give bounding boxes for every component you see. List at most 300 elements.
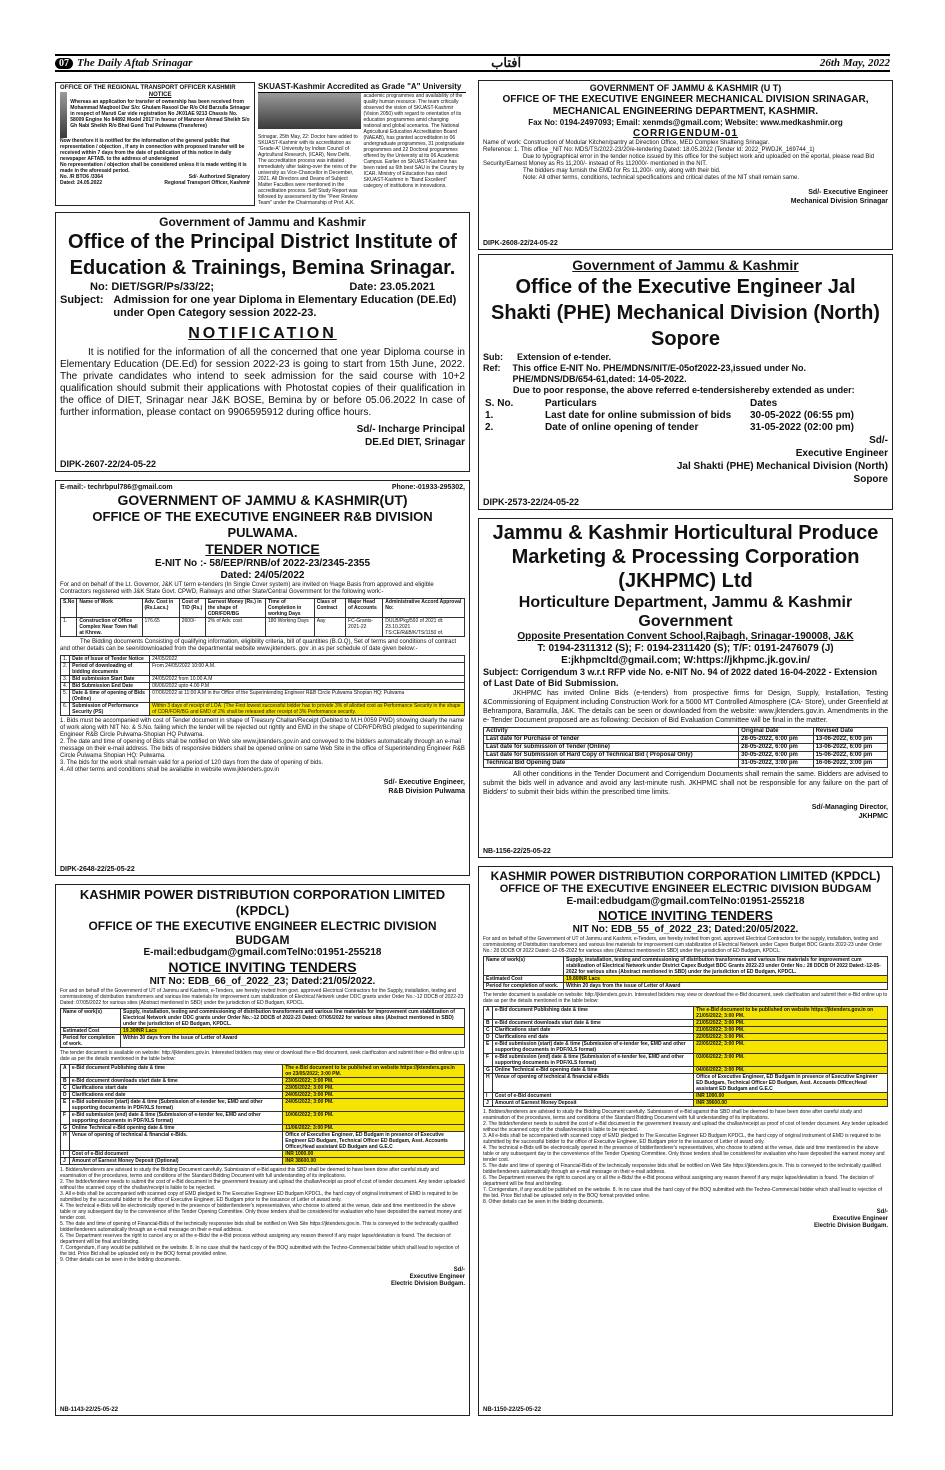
phe-row1-date: 30-05-2022 (06:55 pm) [750, 410, 854, 421]
table-row [61, 1009, 465, 1028]
k1-h-key: H [61, 1132, 70, 1151]
phe-govt: Government of Jammu & Kashmir [572, 257, 799, 273]
rb-s6-label: Submission of Performance Security (PS) [70, 703, 150, 716]
jkhpmc-th-original: Original Date [739, 728, 813, 736]
k1-intro: For and on behalf of the Government of UT of Jammu and Kashmir, e-Tenders, are hereby invited from govt. approved Electrical Contractors for the Supply, installation, testing and commissioning of distribution transformers and various line materials for improvement cum stabilization of Electrical Network under DDC grants under Order No.:-12 DDCB of 2022-23 Dated: 07/05/2022 for various sites (Abstract mentioned in SBD) under the jurisdiction of ED Budgam, KPDCL. [60, 988, 464, 1006]
k2-e-value: 22/05/2022; 3:00 PM. [694, 1041, 888, 1054]
phe-intro: Due to poor response, the above referred e-tendersishereby extended as under: [513, 385, 855, 395]
table-row [61, 1099, 465, 1112]
k2-b-value: 21/05/2022; 3:00 PM. [694, 1020, 888, 1027]
diet-notification-heading: NOTIFICATION [188, 325, 337, 342]
table-row [483, 410, 888, 422]
phe-ref: This office E-NIT No. PHE/MDNS/NIT/E-05of2022-23,issued under No. PHE/MDNS/DB/654-61,dated: 14-05-2022. [512, 363, 807, 384]
table-row [483, 422, 888, 434]
rb-s5-label: Date & time of opening of Bids (Online) [70, 690, 150, 703]
k2-e-label: e-Bid submission (start) date & time (Submission of e-tender fee, EMD and other supporting documents in PDF/XLS format) [492, 1041, 693, 1054]
table-row [484, 1100, 888, 1107]
diet-office: Office of the Principal District Institute of Education & Trainings, Bemina Srinagar. [68, 231, 457, 279]
table-row [484, 1034, 888, 1041]
applicant-photo [60, 92, 67, 138]
rb-s4-no: 4. [61, 683, 70, 690]
phe-col-sno: S. No. [485, 398, 514, 409]
skuast-news [258, 82, 466, 206]
jkhpmc-dept: Horticulture Department, Jammu & Kashmir Government [518, 594, 853, 630]
rto-dated: Dated: 24.05.2022 [60, 180, 102, 186]
table-row [61, 1151, 465, 1158]
page-number: 07 [55, 58, 73, 69]
k2-b-label: e-Bid document downloads start date & time [492, 1020, 693, 1027]
table-row [61, 1125, 465, 1132]
mech-corrigendum [478, 80, 893, 250]
k2-f-key: F [484, 1054, 493, 1067]
rto-notice-heading: NOTICE [148, 92, 172, 98]
k2-h-value: Office of Executive Engineer, ED Budgam in presence of Executive Engineer ED Budgam, Technical Officer ED Budgam, Asst. Accounts Officer,Head assistant ED Budgam and G.E.C [694, 1074, 888, 1093]
rb-s1-no: 1. [61, 656, 70, 663]
table-row [61, 618, 465, 637]
rb-enit: E-NIT No :- 58/EEP/RNB/of 2022-23/2345-2355 [154, 558, 371, 569]
k2-office: OFFICE OF THE EXECUTIVE ENGINEER ELECTRIC DIVISION BUDGAM [499, 883, 872, 895]
rb-s6-value: Within 3 days of receipt of LOA. (The First lowest successful bidder has to provide 3% of allotted cost as Performance Security in the shape of CDR/FDR/BG and EMD of 2% shall be released after receipt of 3% Performance security. [150, 703, 465, 716]
jkhpmc-r3-original: 30-05-2022, 6:00 pm [739, 752, 813, 760]
rb-th-sno: S.No [61, 599, 77, 618]
rb-th-work: Name of Work [77, 599, 142, 618]
k2-g-value: 04/06/2022; 3:00 PM. [694, 1067, 888, 1074]
k2-d-value: 22/05/2022; 3:00 PM. [694, 1034, 888, 1041]
rb-s2-label: Period of downloading of bidding documents [70, 663, 150, 676]
rto-sign1: Sd/- Authorized Signatory [188, 174, 250, 180]
rb-th-head: Major Head of Accounts [346, 599, 383, 618]
k1-a-key: A [61, 1065, 70, 1078]
k2-g-key: G [484, 1067, 493, 1074]
k1-note7: 7. Corrigendum, if any would be published on the website. 8. In no case shall the hard copy of the BOQ submitted with the Techno-Commercial bidder which shall lead to rejection of the bid. Price Bid shall be uploaded only in the BOQ format provided online. [60, 1245, 460, 1257]
jkhpmc-table-header [484, 728, 888, 736]
k1-est: 19.30INR Lacs [121, 1028, 465, 1035]
rb-dated: Dated: 24/05/2022 [220, 570, 305, 581]
phe-office: Office of the Executive Engineer Jal Shakti (PHE) Mechanical Division (North) Sopore [491, 276, 880, 350]
rb-s6-no: 6. [61, 703, 70, 716]
k2-tender-heading: NOTICE INVITING TENDERS [598, 908, 773, 923]
k1-g-value: 11/06/2022; 3:00 PM. [283, 1125, 465, 1132]
k2-c-value: 21/05/2022; 3:00 PM. [694, 1027, 888, 1034]
k1-c-key: C [61, 1085, 70, 1092]
rb-s3-value: 24/05/2022 from 10.00 A.M [150, 676, 465, 683]
rb-th-aa: Administrative Accord Approval No: [383, 599, 465, 618]
k2-sign3: Electric Division Budgam. [813, 1223, 888, 1229]
table-row [61, 683, 465, 690]
jkhpmc-body: JKHPMC has invited Online Bids (e-tenders) from prospective firms for Design, Supply, Installation, Testing &Commissioning of Equipment including Construction Work for a 5000 MT Controlled Atmosphere (CA- Store), under Greenfield at Behrampora, Baramulla, J&K. The details can be seen or downloaded from the website: www.jktenders.gov.in. Amendments in the e- Tender Document proposed are as following: Decision of Bid Evaluation Committee will be final in the matter. [483, 690, 888, 724]
k1-office: OFFICE OF THE EXECUTIVE ENGINEER ELECTRIC DIVISION BUDGAM [88, 919, 437, 947]
jkhpmc-th-revised: Revised Date [813, 728, 887, 736]
diet-sign1: Sd/- Incharge Principal [356, 424, 465, 435]
rb-docnote: The Bidding documents Consisting of qualifying information, eligibility criteria, bill of quantities (B.O.Q), Set of terms and conditions of contract and other details can be seen/downloaded from the departmental website www.jktenders. gov .in as per schedule of date given below:- [60, 639, 457, 652]
jkhpmc-title: Jammu & Kashmir Horticultural Produce Marketing & Processing Corporation (JKHPMC) Ltd [492, 522, 879, 592]
k2-note6: 6. The Department reserves the right to cancel any or all the e-Bids/ the e-Bid process without assigning any reason thereof if any major lapse/deviation is found. The decision of department will be final and binding. [483, 1175, 874, 1187]
mech-work: Name of work: Construction of Modular Kitchen/pantry at Direction Office, MED Complex Shalteng Srinagar. [483, 140, 770, 146]
rb-note3: 3. The bids for the work shall remain valid for a period of 120 days from the date of opening of bids. [60, 760, 324, 766]
jkhpmc-web: E:jkhpmcltd@gmail.com; W:https://jkhpmc.jk.gov.in/ [561, 655, 810, 666]
jkhpmc-r4-activity: Technical Bid Opening Date [484, 760, 739, 768]
k2-h-key: H [484, 1074, 493, 1093]
table-row [61, 1065, 465, 1078]
jkhpmc-subject: Subject: Corrigendum 3 w.r.t RFP vide No. e-NIT No. 94 of 2022 dated 16-04-2022 - Extension of Last Date of Bid Submission. [483, 667, 878, 688]
rb-office: OFFICE OF THE EXECUTIVE ENGINEER R&B DIVISION PULWAMA. [92, 509, 433, 540]
diet-no: No: DIET/SGR/Ps/33/22; [90, 281, 215, 293]
phe-dipk: DIPK-2573-22/24-05-22 [483, 497, 580, 507]
table-row [484, 1093, 888, 1100]
k2-c-key: C [484, 1027, 493, 1034]
skuast-col2: academic programmes and availability of the quality human resource. The team critically observed the vision of SKUAST-Kashmir (Vision 2050) with regard to orientation of its education programmes amid changing national and global scenarios. The National Agricultural Education Accreditation Board (NAEAB), has granted accreditation to 06 undergraduate programmes, 31 postgraduate programmes and 22 Doctoral programmes offered by the University at its 06 Academic Campus. Earlier on SKUAST-Kashmir has been rated as 6th best SAU in the Country by ICAR. Ministry of Education has rated SKUAST-Kashmir in "Band Excellent" category of institutions in innovations. [363, 93, 465, 189]
rb-tender-heading: TENDER NOTICE [205, 541, 320, 557]
k2-nit: NIT No: EDB_55_of_2022_23; Dated:20/05/2022. [572, 924, 799, 935]
mech-office: OFFICE OF THE EXECUTIVE ENGINEER MECHANICAL DIVISION SRINAGAR, [502, 94, 869, 105]
jkhpmc-r3-activity: Last date for Submission of Hard Copy of Technical Bid ( Proposal Only) [484, 752, 739, 760]
rb-note1: 1. Bids must be accompanied with cost of Tender document in shape of Treasury Challan/Receipt (Debited to M.H.0059 PWD) showing clearly the name of work along with NIT No. & S.No. failing which the tender will be rejected out rightly and EMD in the shape of CDR/FDR/BG pledged to superintending Engineer R&B Circle Pulwama-Shopian HQ Pulwama. [60, 718, 465, 738]
k1-title: KASHMIR POWER DISTRIBUTION CORPORATION LIMITED (KPDCL) [79, 887, 446, 918]
diet-subject-label: Subject: [60, 294, 104, 306]
k1-work-table [60, 1008, 465, 1048]
k1-note4: 4. The technical e-Bids will be electronically opened in the presence of bidder/tenderer's representatives, who choose to attend at the venue, date and time mentioned in the above table or any subsequent day to the convenience of the Tender Opening Committee. Only those tenders shall be considered for evaluation who have deposited the earnest money and tender cost. [60, 1203, 462, 1221]
k1-sign2: Executive Engineer [409, 1274, 465, 1280]
k1-d-value: 24/05/2022; 3:00 PM. [283, 1092, 465, 1099]
mech-line2: The bidders may furnish the EMD for Rs 11,200/- only, along with their bid. [523, 168, 721, 174]
rb-s4-label: Bid Submission End Date [70, 683, 150, 690]
phe-row2-particular: Date of online opening of tender [545, 422, 699, 433]
phe-row1-particular: Last date for online submission of bids [545, 410, 732, 421]
rb-dipk: DIPK-2648-22/25-05-22 [60, 866, 135, 873]
diet-sign2: DE.Ed DIET, Srinagar [364, 437, 465, 448]
k1-note5: 5. The date and time of opening of Financial-Bids of the technically responsive bids shall be notified on Web Site https://jktenders.gov.in. This is conveyed to the technically qualified bidder/tenderers automatically through an e-mail message on their e-mail address. [60, 1221, 458, 1233]
rb-s1-label: Date of Issue of Tender Notice [70, 656, 150, 663]
rb-sign2: R&B Division Pulwama [388, 788, 465, 795]
table-row [484, 1020, 888, 1027]
diet-date: Date: 23.05.2021 [349, 281, 435, 293]
table-row [61, 1028, 465, 1035]
mech-dipk: DIPK-2608-22/24-05-22 [483, 240, 558, 247]
mech-contact: Fax No: 0194-2497093; Email: xenmds@gmail.com; Website: www.medkashmir.org [528, 118, 843, 127]
rb-work-table-header [61, 599, 465, 618]
phe-sub-label: Sub: [483, 352, 503, 362]
rb-td-sno: 1. [61, 618, 77, 637]
table-row [484, 744, 888, 752]
rb-td-td: 2600/- [179, 618, 205, 637]
jkhpmc-corrigendum [478, 518, 893, 858]
k1-g-label: Online Technical e-Bid opening date & time [69, 1125, 282, 1132]
rb-td-aa: DULB/Pkg/592 of 2021 dt: 23.10.2021 TS:CE/R&B/K/TS/1150 of. [383, 618, 465, 637]
phe-sign2: Executive Engineer [795, 448, 888, 459]
rb-note2: 2. The date and time of opening of Bids shall be notified on Web site www.jktenders.gov.in and conveyed to the bidders automatically through an e-mail message on their e-mail address. The bids of responsive bidders shall be opened online on same Web Site in the office of Superintending Engineer R&B Circle Pulwama Shopian HQ: Pulwama. [60, 739, 465, 759]
phe-table-header [483, 398, 888, 410]
k2-a-label: e-Bid document Publishing date & time [492, 1007, 693, 1020]
k2-docnote: The tender document is available on website: http://jktenders.gov.in. Interested bidders may view or download the e-Bid document, seek clarification and submit their e-Bid online up to date as per the details mentioned in the table below: [483, 992, 888, 1004]
rto-body2: Now therefore it is notified for the information of the general public that representation / objection , if any in connection with proposed transfer will be received within 7 days from the date of publication of this notice in daily newspaper AFTAB. to the address of undersigned [60, 138, 245, 162]
mech-ref: Reference: 1. This office _NIT No: MDS/TS/2022-23/20/e-tendering Dated: 18.05.2022 (Tender Id: 2022_PWDJK_169744_1) [483, 147, 815, 153]
table-row [484, 752, 888, 760]
table-row [484, 1041, 888, 1054]
rb-s2-no: 2. [61, 663, 70, 676]
k1-h-value: Office of Executive Engineer, ED Budgam in presence of Executive Engineer ED Budgam, Technical Officer ED Budgam, Asst. Accounts Officer,Head assistant ED Budgam and G.E.C [283, 1132, 465, 1151]
k2-note1: 1. Bidders/tenderers are advised to study the Bidding Document carefully. Submission of e-Bid against this SBD shall be deemed to have been done after careful study and examination of the procedures, terms and conditions of the Standard Bidding Document with full understanding of its implications. [483, 1109, 862, 1121]
k2-title: KASHMIR POWER DISTRIBUTION CORPORATION LIMITED (KPDCL) [490, 869, 881, 883]
diet-dipk: DIPK-2607-22/24-05-22 [60, 459, 157, 469]
phe-ref-label: Ref: [483, 363, 501, 373]
k2-sign2: Executive Engineer [832, 1216, 888, 1222]
phe-sign1: Sd/- [869, 435, 888, 446]
header-left [55, 57, 192, 69]
k1-docnote: The tender document is available on website: http://jktenders.gov.in. Interested bidders may view or download the e-Bid document, seek clarification and submit their e-Bid online up to date as per the details mentioned in the table below: [60, 1050, 465, 1062]
table-row [61, 1078, 465, 1085]
k1-work-label: Name of work(s) [61, 1009, 121, 1028]
k2-est: 19.80INR Lacs [564, 976, 888, 983]
k2-d-key: D [484, 1034, 493, 1041]
k2-i-value: INR 1000.00 [694, 1093, 888, 1100]
k2-g-label: Online Technical e-Bid opening date & time [492, 1067, 693, 1074]
phe-col-dates: Dates [750, 398, 778, 409]
phe-row2-no: 2. [485, 422, 494, 433]
table-row [484, 1067, 888, 1074]
table-row [484, 1054, 888, 1067]
jkhpmc-r2-activity: Last date for submission of Tender (Online) [484, 744, 739, 752]
jkhpmc-r1-revised: 13-06-2022, 6:00 pm [813, 736, 887, 744]
jkhpmc-sign2: JKHPMC [858, 813, 888, 820]
k1-b-value: 23/05/2022; 3:00 PM. [283, 1078, 465, 1085]
mech-line3: Note: All other terms, conditions, technical specifications and critical dates of the NIT shall remain same. [523, 175, 800, 181]
k1-period: Within 30 days from the issue of Letter of Award [121, 1035, 465, 1048]
k1-e-label: e-Bid submission (start) date & time (Submission of e-tender fee, EMD and other supporting documents in PDF/XLS format) [69, 1099, 282, 1112]
k1-work: Supply, installation, testing and commissioning of distribution transformers and various line materials for improvement cum stabilization of Electrical Network under DDC grants under Order No.:-12 DDCB of 2022-23 Dated: 07/05/2022 for various sites (Abstract mentioned in SBD) under the jurisdiction of ED Budgam, KPDCL. [121, 1009, 465, 1028]
mech-dept: MECHANICAL ENGINEERING DEPARTMENT, KASHMIR. [552, 106, 819, 117]
jkhpmc-address: Opposite Presentation Convent School,Rajbagh, Srinagar-190008, J&K [517, 631, 854, 642]
paper-name: The Daily Aftab Srinagar [77, 57, 193, 69]
rb-th-td: Cost of T/D (Rs.) [179, 599, 205, 618]
k1-j-value: INR 38600.00 [283, 1158, 465, 1165]
rb-s3-label: Bid submission Start Date [70, 676, 150, 683]
k1-b-label: e-Bid document downloads start date & time [69, 1078, 282, 1085]
k2-note7: 7. Corrigendum, if any would be published on the website. 8. In no case shall the hard copy of the BOQ submitted with the Techno-Commercial bidder which shall lead to rejection of the bid. Price Bid shall be uploaded only in the BOQ format provided online. [483, 1187, 883, 1199]
rb-note4: 4. All other terms and conditions shall be available in website www.jktenders.gov.in [60, 767, 280, 773]
rb-sign1: Sd/- Executive Engineer, [383, 779, 465, 786]
k2-e-key: E [484, 1041, 493, 1054]
rb-td-time: 180 Working Days [266, 618, 315, 637]
table-row [61, 1132, 465, 1151]
diet-body: It is notified for the information of all the concerned that one year Diploma course in Elementary Education (DE.Ed) for session 2022-23 is going to start from 15th June, 2022. The private candidates who intend to seek admission for the said course with 10+2 qualification should submit their applications with Photostat copies of their qualification in the office of DIET, Srinagar near J&K BOSE, Bemina by or before 05.06.2022 In case of further information, please contact on 9906595912 during office hours. [60, 347, 465, 418]
rb-td-emd: 2% of Adv. cost [205, 618, 265, 637]
rb-email: E-mail:- techrbpul786@gmail.com [60, 484, 173, 491]
k1-i-value: INR 1000.00 [283, 1151, 465, 1158]
mech-sign2: Mechanical Division Srinagar [790, 198, 888, 205]
k1-g-key: G [61, 1125, 70, 1132]
k1-b-key: B [61, 1078, 70, 1085]
rto-notice [55, 82, 255, 206]
rb-td-head: FC-Grants-2021-22 [346, 618, 383, 637]
k1-note6: 6. The Department reserves the right to cancel any or all the e-Bids/ the e-Bid process without assigning any reason thereof if any major lapse/deviation is found. The decision of department will be final and binding. [60, 1233, 451, 1245]
k1-ref: NB-1143-22/25-05-22 [60, 1407, 119, 1413]
k2-est-label: Estimated Cost [484, 976, 564, 983]
rb-govt: GOVERNMENT OF JAMMU & KASHMIR(UT) [117, 492, 408, 508]
jkhpmc-sign1: Sd/-Managing Director, [811, 804, 888, 811]
k1-a-value: The e-Bid document to be published on website https://jktenders.gov.in on 23/05/2022; 3:00 PM. [283, 1065, 465, 1078]
k2-period-label: Period for completion of work. [484, 983, 564, 990]
k1-h-label: Venue of opening of technical & financial e-Bids. [69, 1132, 282, 1151]
jkhpmc-r3-revised: 15-06-2022, 6:00 pm [813, 752, 887, 760]
rb-td-class: Aay [314, 618, 345, 637]
rb-th-class: Class of Contract [314, 599, 345, 618]
table-row [61, 1112, 465, 1125]
kpdcl-tender-66 [55, 884, 470, 1416]
k1-i-label: Cost of e-Bid document [69, 1151, 282, 1158]
rb-phone: Phone:-01933-295302, [391, 484, 465, 491]
rto-no: No. /R BTO6 /3364 [60, 174, 103, 180]
rb-s1-value: 24/05/2022 [150, 656, 465, 663]
k1-sign1: Sd/- [453, 1267, 465, 1273]
k2-j-label: Amount of Earnest Money Deposit [492, 1100, 693, 1107]
issue-date: 26th May, 2022 [819, 57, 890, 69]
k2-note8: 8. Other details can be seen in the bidding documents. [483, 1199, 604, 1205]
phe-extension [478, 254, 893, 510]
skuast-title: SKUAST-Kashmir Accredited as Grade "A" University [258, 82, 466, 93]
k1-d-key: D [61, 1092, 70, 1099]
k2-f-value: 03/06/2022; 3:00 PM. [694, 1054, 888, 1067]
rb-s5-no: 5. [61, 690, 70, 703]
table-row [61, 1158, 465, 1165]
k1-est-label: Estimated Cost [61, 1028, 121, 1035]
page-header [55, 54, 890, 72]
table-row [61, 1085, 465, 1092]
mech-corrigendum-heading: CORRIGENDUM-01 [632, 128, 739, 139]
k2-j-key: J [484, 1100, 493, 1107]
k1-a-label: e-Bid document Publishing date & time [69, 1065, 282, 1078]
k2-a-key: A [484, 1007, 493, 1020]
k1-c-label: Clarifications start date [69, 1085, 282, 1092]
k2-email: E-mail:edbudgam@gmail.comTelNo:01951-255218 [566, 896, 805, 907]
jkhpmc-th-activity: Activity [484, 728, 739, 736]
k1-c-value: 23/05/2022; 3:00 PM. [283, 1085, 465, 1092]
k2-i-key: I [484, 1093, 493, 1100]
k1-f-key: F [61, 1112, 70, 1125]
k2-period: Within 20 days from the issue of Letter of Award [564, 983, 888, 990]
k1-note8: 9. Other details can be seen in the bidding documents. [60, 1257, 181, 1263]
mech-sign1: Sd/- Executive Engineer [808, 189, 888, 196]
k2-h-label: Venue of opening of technical & financial e-Bids [492, 1074, 693, 1093]
rb-intro: For and on behalf of the Lt. Governor, J&K UT term e-tenders (In Single Cover system) are invited on %age Basis from approved and eligible Contractors registered with J&K State Govt. CPWD, Railways and other State/Central Government for the following work:- [60, 582, 434, 595]
jkhpmc-r2-original: 28-05-2022, 6:00 pm [739, 744, 813, 752]
k2-note5: 5. The date and time of opening of Financial-Bids of the technically responsive bids shall be notified on Web Site https://jktenders.gov.in. This is conveyed to the technically qualified bidder/tenderers automatically through an e-mail message on their e-mail address. [483, 1163, 881, 1175]
k2-note2: 2. The bidder/tenderer needs to submit the cost of e-Bid document in the government treasury and upload the challan/receipt as proof of cost of tender document. Any tender uploaded without the scanned copy of the challan/receipt is liable to be rejected. [483, 1121, 888, 1133]
k1-email: E-mail:edbudgam@gmail.comTelNo:01951-255218 [143, 947, 382, 958]
k1-tender-heading: NOTICE INVITING TENDERS [168, 959, 357, 975]
k1-note1: 1. Bidders/tenderers are advised to study the Bidding Document carefully. Submission of e-Bid against this SBD shall be deemed to have been done after careful study and examination of the procedures, terms and conditions of the Standard Bidding Document with full understanding of its implications. [60, 1167, 439, 1179]
k1-i-key: I [61, 1151, 70, 1158]
k1-f-value: 10/06/2022; 3:00 PM. [283, 1112, 465, 1125]
k2-f-label: e-Bid submission (end) date & time (Submission of e-tender fee, EMD and other supporting documents in PDF/XLS format) [492, 1054, 693, 1067]
k2-work-table [483, 956, 888, 990]
rto-title: OFFICE OF THE REGIONAL TRANSPORT OFFICER KASHMIR [60, 85, 236, 91]
table-row [484, 760, 888, 768]
rb-schedule-table [60, 655, 465, 716]
jkhpmc-r1-original: 28-05-2022, 6:00 pm [739, 736, 813, 744]
table-row [484, 1027, 888, 1034]
skuast-col1: Srinagar, 25th May, 22: Doctor hare added to SKUAST-Kashmir with its accreditation as "Grade-A" University by Indian Council of Agricultural Research, (ICAR), New Delhi. The accreditation process was initiated immediately after taking-over the reins of the university as Vice-Chancellor in December, 2021. All Directors and Deans of Subject Matter Faculties were mentioned in the accreditation process. Self Study Report was followed by assessment by the "Peer Review Team" under the Chairmanship of Prof. A.K. [258, 134, 358, 206]
k1-e-key: E [61, 1099, 70, 1112]
k2-i-label: Cost of e-Bid document [492, 1093, 693, 1100]
jkhpmc-tel: T: 0194-2311312 (S); F: 0194-2311420 (S); T/F: 0191-2476079 (J) [537, 643, 834, 654]
rb-s2-value: From 24/05/2022 10:00 A.M. [150, 663, 465, 676]
rb-tender-notice [55, 480, 470, 876]
rb-th-time: Time of Completion in working Days [266, 599, 315, 618]
k2-a-value: The e-Bid document to be published on website https://jktenders.gov.in on 21/05/2022; 3:00 PM. [694, 1007, 888, 1020]
k1-f-label: e-Bid submission (end) date & time (Submission of e-tender fee, EMD and other supporting documents in PDF/XLS format) [69, 1112, 282, 1125]
k1-schedule-table [60, 1064, 465, 1165]
jkhpmc-r1-activity: Last date for Purchase of Tender [484, 736, 739, 744]
rb-s5-value: 07/06/2022 at 11:00 A.M in the Office of the Superintending Engineer R&B Circle Pulwama Shopian HQ: Pulwama [150, 690, 465, 703]
phe-sign3: Jal Shakti (PHE) Mechanical Division (North) [676, 461, 888, 472]
masthead-logo: آفتاب [491, 55, 522, 71]
jkhpmc-r4-original: 31-05-2022, 3:00 pm [739, 760, 813, 768]
rto-body: Whereas an application for transfer of ownership has been received from Mohammad Maqbool Dar S/o: Ghulam Rasool Dar R/o Old Barzulla Srinagar in respect of Maruti Car vide registration No JK01AE 9213 Chassis No. 58009 Engine No 84892 Model 2017 in favour of Manzoor Ahmad Sheikh S/o Gh Nabi Sheikh R/o Bhat Gund Tral Pulwama (Transferee) [70, 99, 251, 129]
diet-subject: Admission for one year Diploma in Elementary Education (DE.Ed) under Open Category session 2022-23. [113, 294, 457, 319]
rb-th-cost: Adv. Cost in (Rs.Lacs.) [142, 599, 179, 618]
k2-b-key: B [484, 1020, 493, 1027]
phe-row2-date: 31-05-2022 (02:00 pm) [750, 422, 854, 433]
jkhpmc-r2-revised: 13-06-2022, 6:00 pm [813, 744, 887, 752]
k2-intro: For and on behalf of the Government of UT of Jammu and Kashmir, e-Tenders, are hereby invited from govt. approved Electrical Contractors for the supply, installation, testing and commissioning of Distribution transformers and various line materials for improvement cum stabilization of Electrical Network under Capex Budget BDC Grants 2022-23 under Order No.: 28 DDCB Of 2022 Dated:-12-05-2022 for various sites (Abstract mentioned in SBD) under the jurisdiction of ED Budgam, KPDCL. [483, 936, 883, 954]
kpdcl-tender-55 [478, 866, 893, 1416]
vc-photo [258, 93, 361, 129]
table-row [484, 976, 888, 983]
table-row [61, 656, 465, 663]
rb-td-cost: 176.65 [142, 618, 179, 637]
phe-table [483, 398, 888, 434]
k2-sign1: Sd/- [876, 1209, 888, 1215]
phe-sign4: Sopore [853, 474, 888, 485]
k2-note4: 4. The technical e-Bids will be electronically opened in the presence of bidder/tenderer's representatives, who choose to attend at the venue, date and time mentioned in the above table or any subsequent day to the convenience of the Tender Opening Committee. Only those tenders shall be considered for evaluation who have deposited the earnest money and tender cost. [483, 1145, 885, 1163]
table-row [61, 663, 465, 676]
k1-e-value: 24/05/2022; 3:00 PM. [283, 1099, 465, 1112]
rb-th-emd: Earnest Money (Rs.) in the shape of CDR/FDR/BG [205, 599, 265, 618]
k2-work-label: Name of work(s) [484, 957, 564, 976]
mech-line1: Due to typographical error in the tender notice issued by this office for the subject work and uploaded on the eportal, please read Bid Security/Earnest Money as Rs 11,200/- instead of Rs 112000/- mentioned in the NIT. [483, 154, 875, 167]
k1-note2: 2. The bidder/tenderer needs to submit the cost of e-Bid document in the government treasury and upload the challan/receipt as proof of cost of tender document. Any tender uploaded without the scanned copy of the challan/receipt is liable to be rejected. [60, 1179, 465, 1191]
phe-col-particulars: Particulars [545, 398, 597, 409]
k1-period-label: Period for completion of work. [61, 1035, 121, 1048]
mech-govt: GOVERNMENT OF JAMMU & KASHMIR (U T) [589, 83, 782, 93]
table-row [61, 690, 465, 703]
k1-sign3: Electric Division Budgam. [390, 1281, 465, 1287]
table-row [484, 736, 888, 744]
k2-c-label: Clarifications start date [492, 1027, 693, 1034]
diet-govt: Government of Jammu and Kashmir [159, 215, 366, 229]
phe-sub: Extension of e-tender. [517, 352, 612, 362]
k1-nit: NIT No: EDB_66_of_2022_23; Dated:21/05/2022. [149, 976, 376, 987]
table-row [484, 1007, 888, 1020]
jkhpmc-r4-revised: 16-06-2022, 3:00 pm [813, 760, 887, 768]
table-row [61, 703, 465, 716]
diet-notification [55, 212, 470, 472]
k2-work: Supply, installation, testing and commissioning of distribution transformers and various line materials for improvement cum stabilization of Electrical Network under District Capex Budget BDC Grants 2022-23 under Order No.: 28 DDCB Of 2022 Dated:-12-05-2022 for various sites (Abstract mentioned in SBD) under the jurisdiction of ED Budgam, KPDCL. [564, 957, 888, 976]
k1-d-label: Clarifications end date [69, 1092, 282, 1099]
rb-work-table [60, 598, 465, 637]
table-row [484, 1074, 888, 1093]
phe-row1-no: 1. [485, 410, 494, 421]
k2-schedule-table [483, 1006, 888, 1107]
jkhpmc-table [483, 727, 888, 768]
jkhpmc-foot: All other conditions in the Tender Document and Corrigendum Documents shall remain the same. Bidders are advised to submit the bids well in advance and avoid any last-minute rush. JKHPMC shall not be responsible for any failure on the part of Bidders' to submit their bids within the prescribed time limits. [483, 771, 888, 796]
table-row [484, 983, 888, 990]
k2-note3: 3. All e-bids shall be accompanied with scanned copy of EMD pledged to The Executive Engineer ED Budgam KPDCL, the hard copy of original instrument of EMD is required to be submitted by the successful bidder to the office of Executive Engineer, ED Budgam prior to the issuance of Letter of award only. [483, 1133, 881, 1145]
rto-sign2: Regional Transport Officer, Kashmir [164, 180, 250, 186]
table-row [484, 957, 888, 976]
k2-j-value: INR 39600.00 [694, 1100, 888, 1107]
jkhpmc-ref: NB-1156-22/25-05-22 [483, 848, 551, 855]
